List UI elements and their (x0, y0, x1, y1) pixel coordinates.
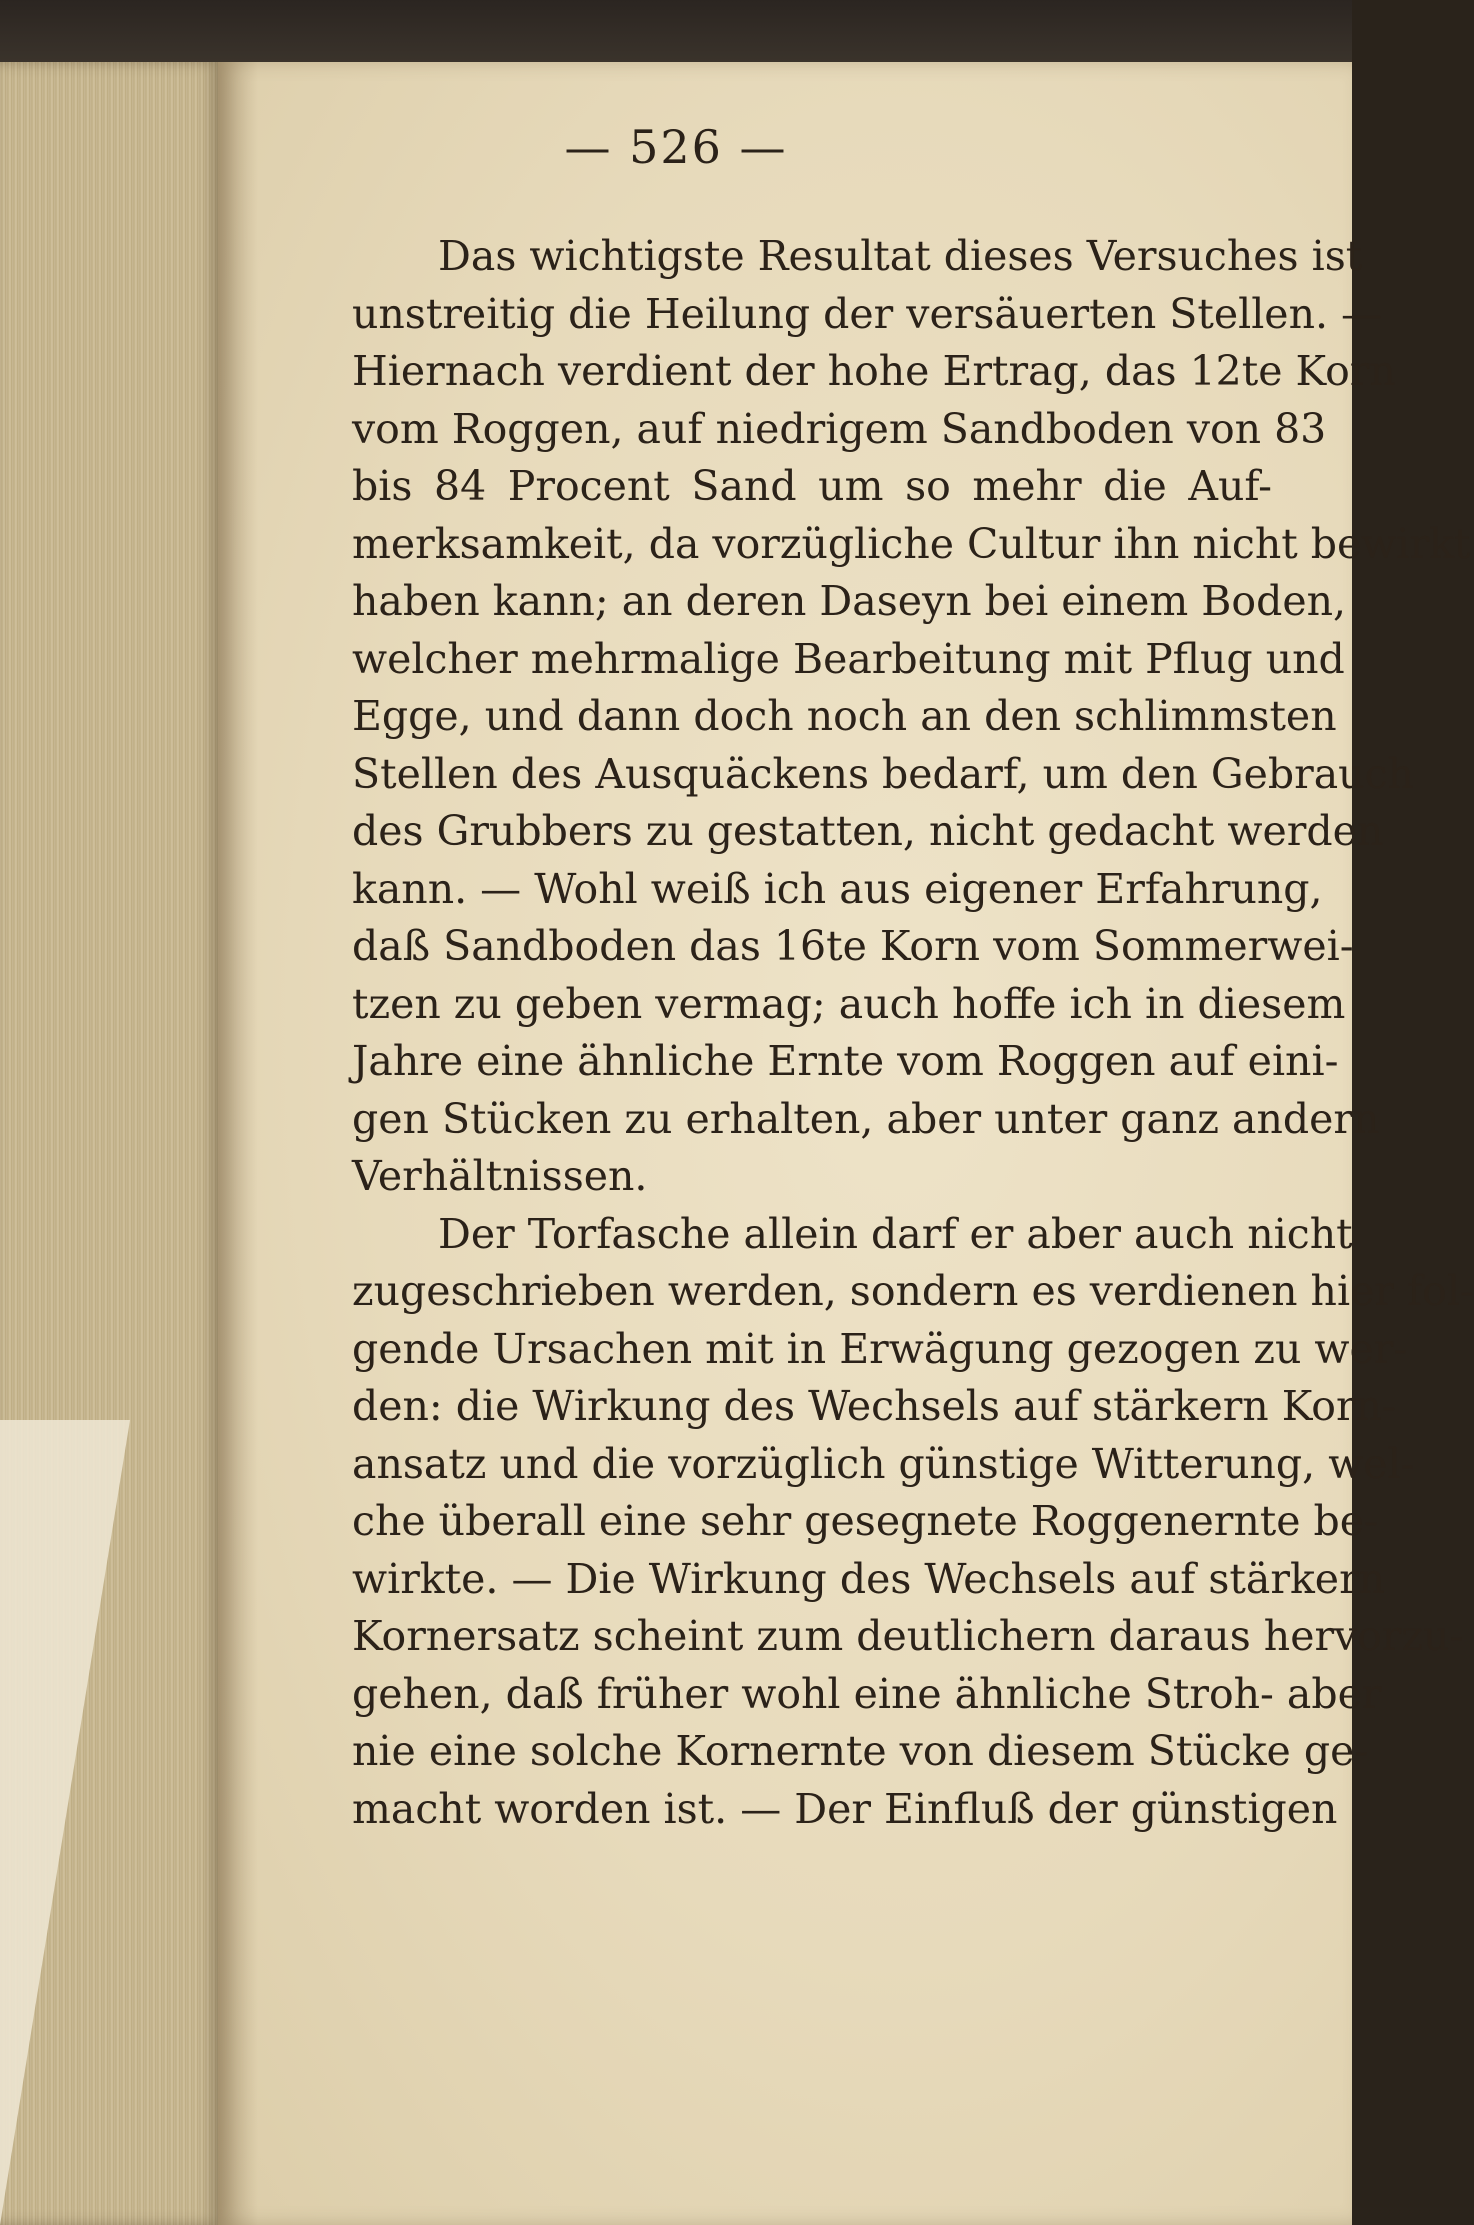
text-line: haben kann; an deren Daseyn bei einem Boden, (352, 577, 1347, 625)
text-line: daß Sandboden das 16te Korn vom Sommerwei- (352, 922, 1354, 970)
text-line: tzen zu geben vermag; auch hoffe ich in diesem (352, 979, 1346, 1028)
text-line: merksamkeit, da vorzügliche Cultur ihn nicht bewirkt (352, 519, 1471, 568)
text-line: wirkte. — Die Wirkung des Wechsels auf stärkern (352, 1554, 1386, 1603)
text-line: Jahre eine ähnliche Ernte vom Roggen auf eini- (352, 1037, 1339, 1085)
text-line: macht worden ist. — Der Einfluß der günstigen (352, 1784, 1338, 1833)
text-line: gen Stücken zu erhalten, aber unter ganz andern (352, 1094, 1380, 1143)
text-line: Egge, und dann doch noch an den schlimmsten (352, 692, 1337, 740)
page-number: — 526 — (564, 120, 788, 174)
page-corner (0, 1420, 130, 2225)
text-line: vom Roggen, auf niedrigem Sandboden von 83 (352, 404, 1327, 453)
text-line: nie eine solche Kornernte von diesem Stücke ge- (352, 1727, 1369, 1775)
text-line: Verhältnissen. (352, 1152, 648, 1200)
text-line: gende Ursachen mit in Erwägung gezogen zu wer- (352, 1324, 1408, 1373)
text-line: unstreitig die Heilung der versäuerten Stellen. — (352, 289, 1383, 338)
text-line: Hiernach verdient der hohe Ertrag, das 12te Korn (352, 347, 1396, 395)
book-cover-edge (0, 0, 1352, 62)
text-line: kann. — Wohl weiß ich aus eigener Erfahrung, (352, 864, 1323, 913)
text-line: bis 84 Procent Sand um so mehr die Auf- (352, 462, 1272, 510)
text-line: des Grubbers zu gestatten, nicht gedacht werden (352, 807, 1384, 855)
text-line: Stellen des Ausquäckens bedarf, um den Gebrauch (352, 749, 1414, 798)
text-line: Das wichtigste Resultat dieses Versuches ist (438, 232, 1363, 280)
text-line: zugeschrieben werden, sondern es verdienen hier fol- (352, 1267, 1474, 1315)
text-line: gehen, daß früher wohl eine ähnliche Stroh- aber (352, 1669, 1382, 1718)
paragraph-1 (352, 228, 1471, 1206)
text-line: che überall eine sehr gesegnete Roggenernte be- (352, 1497, 1378, 1545)
gutter-shadow (218, 62, 258, 2225)
text-line: ansatz und die vorzüglich günstige Witterung, wel- (352, 1439, 1415, 1488)
text-line: den: die Wirkung des Wechsels auf stärkern Korn- (352, 1382, 1396, 1430)
page-body (352, 228, 1474, 1838)
text-line: Kornersatz scheint zum deutlichern daraus hervorzu- (352, 1612, 1464, 1660)
text-line: Der Torfasche allein darf er aber auch nicht (438, 1209, 1353, 1258)
text-line: welcher mehrmalige Bearbeitung mit Pflug und (352, 634, 1345, 683)
paragraph-2 (352, 1206, 1474, 1839)
